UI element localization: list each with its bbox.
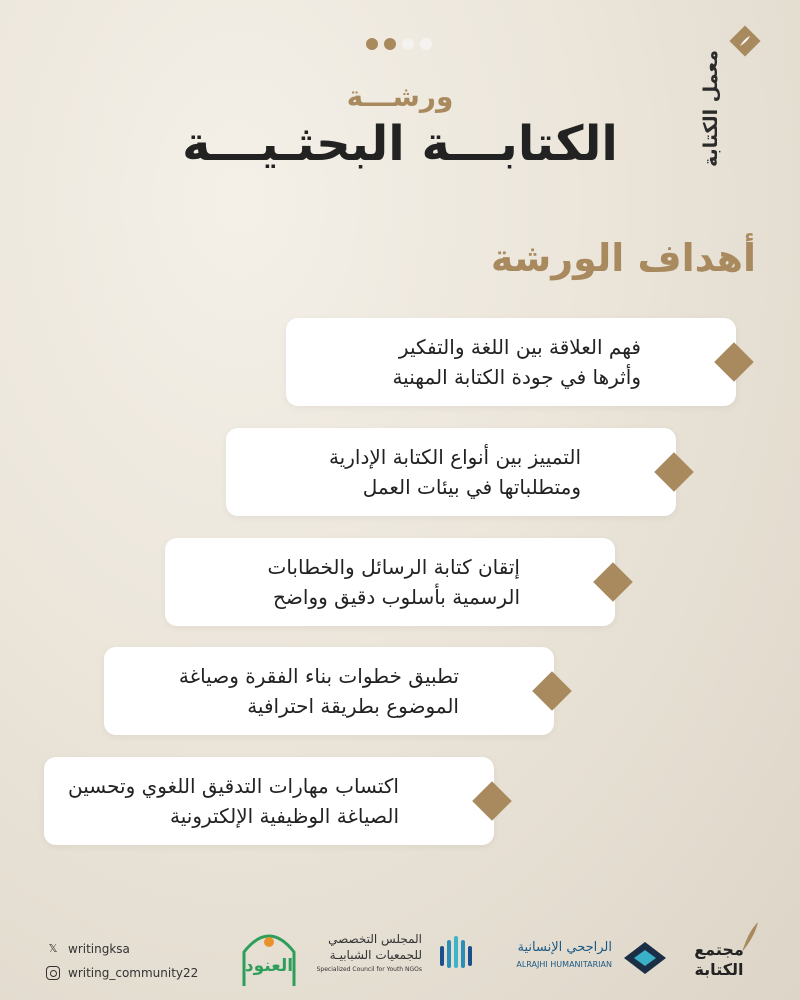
goal-text-2 <box>329 442 581 502</box>
workshop-subtitle: ورشـــة <box>346 80 454 113</box>
goal-card-4 <box>104 647 554 735</box>
twitter-handle[interactable] <box>46 942 130 956</box>
goal-line: تطبيق خطوات بناء الفقرة وصياغة <box>178 664 459 688</box>
goal-line: الصياغة الوظيفية الإلكترونية <box>170 804 399 828</box>
goal-text-5 <box>68 771 399 831</box>
council-ar-line2: للجمعيات الشبابيـة <box>329 948 422 962</box>
alrajhi-ar: الراجحي الإنسانية <box>517 940 612 955</box>
mosque-dome-icon <box>238 918 300 988</box>
council-logo <box>318 932 478 982</box>
alanood-text: العنود <box>244 956 294 976</box>
goal-line: اكتساب مهارات التدقيق اللغوي وتحسين <box>68 774 399 798</box>
community-text: مجتمع الكتابة <box>694 940 744 979</box>
pagination-dots <box>366 38 432 50</box>
goal-line: وأثرها في جودة الكتابة المهنية <box>392 365 641 389</box>
footer <box>0 900 800 1000</box>
goal-line: إتقان كتابة الرسائل والخطابات <box>267 555 520 579</box>
brand-label: معمل الكتابة <box>700 50 722 168</box>
goal-card-3 <box>165 538 615 626</box>
page-dot-4 <box>420 38 432 50</box>
goal-card-5 <box>44 757 494 845</box>
writing-community-logo <box>680 920 760 990</box>
twitter-text: writingksa <box>68 942 130 956</box>
goal-card-1 <box>286 318 736 406</box>
council-bars-icon <box>438 932 478 972</box>
goal-line: الموضوع بطريقة احترافية <box>247 694 459 718</box>
goal-card-2 <box>226 428 676 516</box>
goal-line: الرسمية بأسلوب دقيق وواضح <box>273 585 520 609</box>
goal-text-1 <box>392 332 641 392</box>
alrajhi-diamond-icon <box>622 940 668 976</box>
goal-line: التمييز بين أنواع الكتابة الإدارية <box>328 445 581 469</box>
goals-heading: أهداف الورشة <box>490 236 756 280</box>
workshop-title: الكتابـــة البحثـيـــة <box>182 116 618 172</box>
instagram-handle[interactable] <box>46 966 198 980</box>
quill-icon <box>738 920 760 954</box>
goal-text-4 <box>179 661 459 721</box>
page-dot-2 <box>384 38 396 50</box>
instagram-icon <box>46 966 60 980</box>
x-icon: 𝕏 <box>48 942 58 955</box>
goal-text-3 <box>268 552 521 612</box>
page-dot-3 <box>402 38 414 50</box>
council-ar-line1: المجلس التخصصي <box>328 932 422 946</box>
goal-line: ومتطلباتها في بيئات العمل <box>362 475 581 499</box>
goal-line: فهم العلاقة بين اللغة والتفكير <box>398 335 641 359</box>
alanood-logo <box>238 918 300 988</box>
council-en: Specialized Council for Youth NGOs <box>316 966 422 973</box>
page-dot-1 <box>366 38 378 50</box>
instagram-text: writing_community22 <box>68 966 199 980</box>
alrajhi-logo <box>488 940 668 980</box>
quill-diamond-icon <box>729 25 760 56</box>
alrajhi-en: ALRAJHI HUMANITARIAN <box>516 960 612 969</box>
